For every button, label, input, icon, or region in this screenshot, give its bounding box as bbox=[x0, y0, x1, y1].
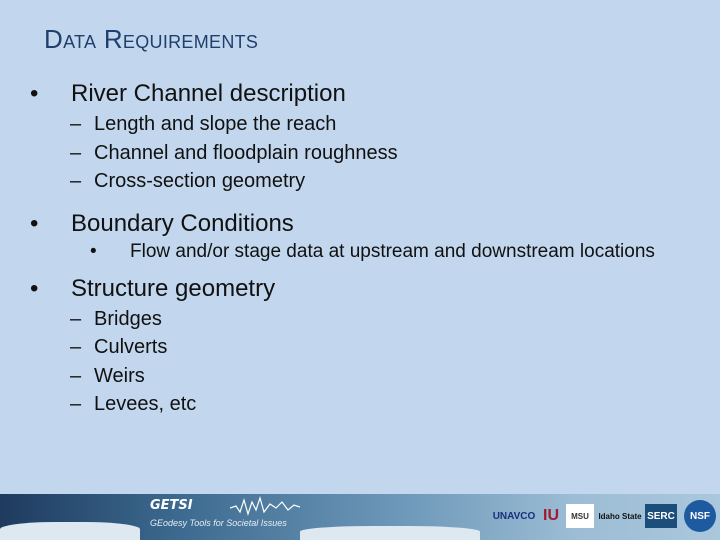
subitem: – Levees, etc bbox=[70, 393, 197, 415]
bullet-river-channel bbox=[30, 80, 700, 108]
serc-logo: SERC bbox=[645, 504, 677, 528]
subitem: – Culverts bbox=[70, 336, 168, 358]
footer-banner bbox=[0, 494, 720, 540]
subitem: – Bridges bbox=[70, 307, 162, 330]
subitem: – Length and slope the reach bbox=[70, 113, 337, 135]
idaho-state-logo: Idaho State bbox=[598, 511, 642, 521]
bullet-marker: • bbox=[30, 209, 39, 237]
getsi-brand: GETSI bbox=[150, 498, 193, 513]
unavco-logo: UNAVCO bbox=[492, 510, 536, 522]
bullet-marker: • bbox=[30, 80, 39, 107]
subitem: – Cross-section geometry bbox=[70, 170, 306, 192]
subitem: • Flow and/or stage data at upstream and downstream locations bbox=[90, 240, 655, 262]
bullet-text: Boundary Conditions bbox=[71, 209, 294, 237]
bullet-text: Structure geometry bbox=[71, 274, 276, 302]
slide-body bbox=[30, 80, 700, 419]
msu-logo: MSU bbox=[566, 504, 594, 528]
subitem: – Channel and floodplain roughness bbox=[70, 141, 398, 164]
bullet-text: River Channel description bbox=[71, 80, 346, 107]
nsf-logo: NSF bbox=[684, 500, 716, 532]
glacier-image bbox=[0, 522, 140, 540]
iu-logo: IU bbox=[543, 507, 559, 524]
slide-title: Data Requirements bbox=[44, 24, 259, 54]
bullet-boundary-conditions bbox=[30, 210, 700, 238]
subitem: – Weirs bbox=[70, 364, 145, 387]
bullet-structure-geometry bbox=[30, 275, 700, 303]
seismograph-icon bbox=[230, 496, 300, 518]
bullet-marker: • bbox=[30, 274, 39, 302]
glacier-image bbox=[300, 526, 480, 540]
getsi-tagline: GEodesy Tools for Societal Issues bbox=[150, 518, 287, 528]
